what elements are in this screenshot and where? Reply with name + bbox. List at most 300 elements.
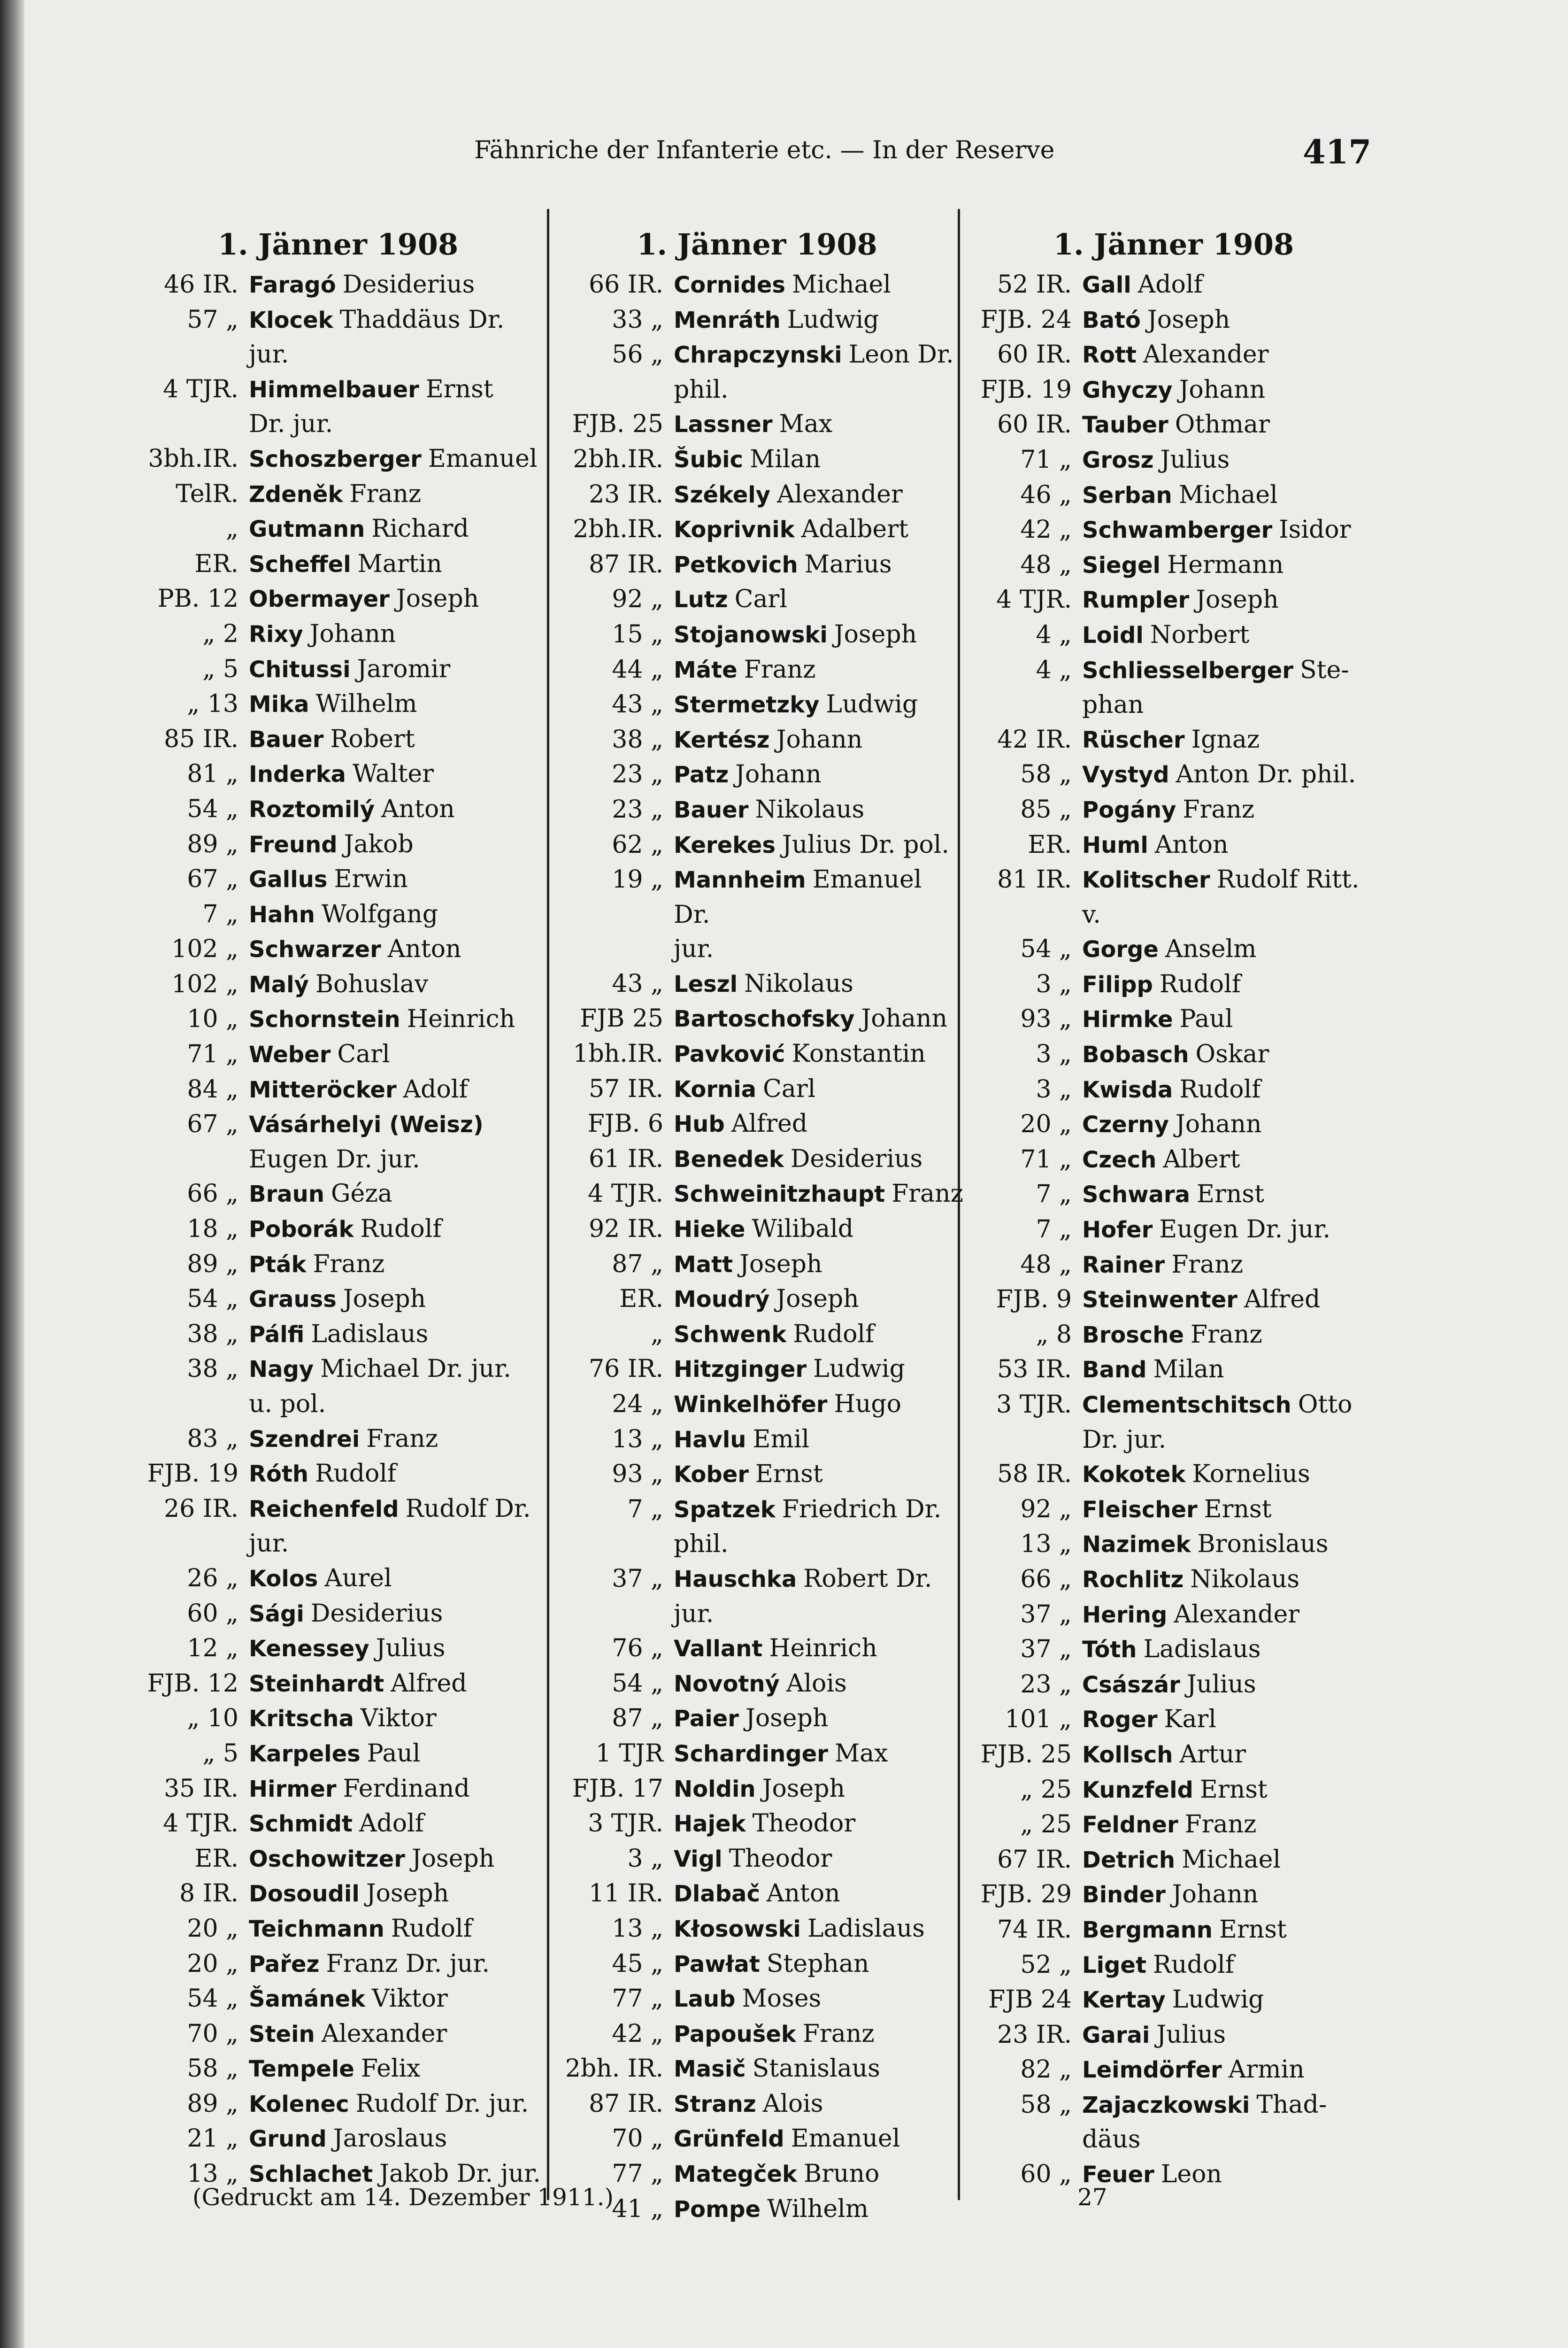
officer-name [1082,1877,1383,1913]
officer-name [1082,408,1383,443]
given-name: Heinrich [407,1005,515,1034]
given-name: Adolf [403,1075,468,1104]
officer-name [674,1247,958,1282]
officer-name [674,1072,958,1107]
surname: Havlu [674,1426,746,1453]
roster-entry [131,932,545,967]
given-name: Marius [804,550,892,579]
surname: Czerny [1082,1112,1169,1138]
given-name: Wilhelm [315,690,417,718]
given-name: Michael Dr. jur. [320,1355,511,1383]
unit-designation: 76 IR. [589,1355,663,1383]
unit-designation: 56 „ [612,340,663,369]
roster-entry [131,1073,545,1108]
given-name: Joseph [396,585,479,613]
officer-name [674,757,958,793]
officer-name [1082,828,1383,863]
unit-designation: 84 „ [187,1075,238,1104]
roster-entry [131,1772,545,1807]
unit-designation: ER. [194,1844,238,1873]
officer-name [1082,2157,1383,2193]
given-name: Rudolf Dr. [405,1494,531,1523]
given-name: Theodor [752,1809,856,1838]
officer-name [249,687,545,722]
surname: Hitzginger [674,1356,807,1383]
surname: Pogány [1082,796,1176,823]
unit-designation: 3bh.IR. [148,444,238,473]
roster-entry [556,1107,958,1142]
unit-designation: 26 „ [187,1564,238,1592]
given-name: Rudolf [1179,1075,1261,1104]
unit-designation: 89 „ [187,1250,238,1278]
officer-name [249,1667,545,1702]
officer-name [674,1037,958,1072]
officer-name [249,757,545,792]
roster-entry [131,2017,545,2052]
page-number: 417 [1303,132,1372,171]
roster-entry [965,443,1383,478]
given-name: Emanuel Dr. [674,865,922,929]
unit-designation: 102 „ [171,970,238,998]
officer-name [674,1282,958,1317]
unit-designation: 83 „ [187,1424,238,1453]
roster-entry [556,338,958,373]
given-name: Nikolaus [744,969,853,998]
given-name: Joseph [745,1704,829,1733]
roster-entry [131,1282,545,1317]
unit-designation: 67 „ [187,1110,238,1139]
surname: Laub [674,1986,736,2013]
officer-name [249,442,545,477]
given-name: Rudolf [1159,970,1241,998]
surname: Binder [1082,1882,1166,1908]
roster-entry [556,1387,958,1422]
surname: Himmelbauer [249,376,419,403]
roster-entry [965,1948,1383,1983]
roster-entry [965,1598,1383,1633]
roster-entry [556,1877,958,1912]
surname: Dosoudil [249,1881,360,1908]
unit-designation: 18 „ [187,1215,238,1244]
given-name: Rudolf [315,1460,397,1488]
officer-name [1082,1282,1383,1318]
unit-designation: 7 „ [1036,1215,1072,1244]
surname: Masič [674,2056,746,2083]
officer-name [674,1807,958,1842]
unit-designation: ER. [1028,830,1072,859]
surname: Schornstein [249,1006,400,1033]
unit-designation: 44 „ [612,655,663,684]
given-name: Ernst [1219,1915,1287,1944]
surname: Pařez [249,1951,320,1977]
given-name: Alexander [321,2019,447,2048]
officer-name [1082,338,1383,373]
surname: Vallant [674,1636,763,1662]
column-rule-1 [547,209,549,2200]
unit-designation: „ 5 [202,655,238,683]
unit-designation: 1bh.IR. [573,1040,663,1068]
unit-designation: FJB 25 [580,1004,663,1033]
roster-entry [131,1352,545,1387]
unit-designation: PB. 12 [157,585,238,613]
given-name: Stanislaus [752,2054,880,2083]
unit-designation: 58 IR. [997,1460,1072,1489]
surname: Dlabač [674,1881,760,1908]
officer-name [249,2017,545,2052]
unit-designation: 53 IR. [997,1355,1072,1384]
officer-name [249,1807,545,1842]
roster-entry [131,1701,545,1737]
unit-designation: 93 „ [612,1460,663,1489]
officer-name [674,2157,958,2192]
surname: Zdeněk [249,481,343,508]
given-name: Adolf [1138,270,1203,299]
entry-list [131,268,545,2192]
roster-entry [556,1492,958,1528]
surname: Faragó [249,272,336,298]
given-name: Desiderius [790,1144,923,1173]
officer-name [249,1561,545,1597]
unit-designation: 2bh. IR. [565,2054,663,2083]
roster-entry [965,618,1383,653]
surname: Tauber [1082,412,1168,439]
roster-entry [131,652,545,687]
given-name: Othmar [1175,410,1270,439]
surname: Kertay [1082,1987,1166,2014]
unit-designation: 20 „ [187,1949,238,1978]
unit-designation: 89 „ [187,830,238,858]
roster-entry [965,478,1383,513]
officer-name [1082,1702,1383,1738]
roster-entry [965,967,1383,1003]
given-name: Robert [330,725,415,753]
unit-designation: 66 IR. [589,270,663,299]
roster-entry [556,268,958,303]
given-name: Rudolf Ritt. [1216,865,1360,894]
unit-designation: 46 IR. [164,270,238,299]
officer-name [674,2087,958,2122]
roster-entry [965,1773,1383,1808]
entry-continuation: phan [1082,691,1144,719]
surname: Gorge [1082,936,1159,963]
surname: Rüscher [1082,726,1185,753]
surname: Tempele [249,2056,354,2083]
given-name: Viktor [360,1704,437,1733]
officer-name [1082,757,1383,793]
unit-designation: 81 „ [187,760,238,788]
given-name: Kornelius [1192,1460,1310,1489]
given-name: Franz [1190,1320,1262,1349]
officer-name [1082,478,1383,513]
officer-name [674,1422,958,1458]
surname: Róth [249,1461,309,1488]
given-name: Eugen Dr. jur. [1159,1215,1330,1244]
given-name: Ludwig [1172,1985,1264,2014]
given-name: Richard [371,515,469,543]
given-name: Michael [792,270,891,299]
unit-designation: FJB. 19 [147,1460,238,1488]
roster-entry [131,757,545,792]
given-name: Joseph [1196,586,1279,614]
given-name: Franz [366,1424,438,1453]
unit-designation: ER. [619,1285,663,1313]
surname: Nagy [249,1356,314,1383]
surname: Kokotek [1082,1461,1186,1488]
surname: Gallus [249,866,328,893]
roster-entry [556,2017,958,2052]
unit-designation: 57 IR. [589,1074,663,1103]
officer-name [674,512,958,548]
surname: Lutz [674,587,728,613]
roster-entry [965,1143,1383,1178]
roster-entry [965,1913,1383,1948]
surname: Kerekes [674,832,776,858]
given-name: Anton Dr. phil. [1176,760,1356,789]
officer-name [249,1912,545,1947]
roster-entry [556,1982,958,2017]
officer-name [674,1387,958,1422]
roster-entry [965,793,1383,828]
column-1 [131,227,545,2192]
unit-designation: 70 „ [187,2019,238,2048]
surname: Schmidt [249,1811,353,1838]
given-name: Leon Dr. [848,340,954,369]
surname: Pawłat [674,1951,760,1977]
entry-continuation: Dr. jur. [249,410,333,439]
unit-designation: 37 „ [1020,1600,1072,1629]
surname: Band [1082,1357,1147,1383]
given-name: Franz [349,479,422,508]
officer-name [674,1947,958,1982]
roster-entry [556,582,958,618]
unit-designation: 74 IR. [997,1915,1072,1944]
given-name: Joseph [366,1879,449,1908]
surname: Oschowitzer [249,1846,405,1872]
given-name: Géza [331,1180,392,1208]
given-name: Leon [1161,2160,1222,2189]
unit-designation: 58 „ [1020,2090,1072,2119]
officer-name [1082,1213,1383,1248]
officer-name [1082,1107,1383,1143]
given-name: Anton [387,935,461,964]
surname: Stermetzky [674,692,820,718]
running-header: Fähnriche der Infanterie etc. — In der Reserve [474,136,1055,164]
roster-entry [556,548,958,583]
surname: Kunzfeld [1082,1776,1193,1803]
given-name: Ignaz [1191,725,1260,754]
unit-designation: 12 „ [187,1634,238,1663]
given-name: Hugo [834,1390,901,1418]
given-name: Ernst [1199,1775,1268,1804]
officer-name [674,1667,958,1702]
surname: Grünfeld [674,2126,784,2153]
roster-entry [965,1668,1383,1703]
given-name: Heinrich [769,1634,877,1663]
surname: Gall [1082,272,1131,298]
officer-name [249,512,545,547]
surname: Feldner [1082,1812,1178,1838]
given-name: Ladislaus [807,1914,925,1943]
officer-name [249,1317,545,1352]
surname: Grosz [1082,447,1154,473]
given-name: Moses [742,1985,822,2013]
roster-entry [965,1492,1383,1528]
officer-name [249,1737,545,1772]
unit-designation: 77 „ [612,2160,663,2188]
officer-name [1082,932,1383,967]
surname: Schoszberger [249,446,422,472]
given-name: Franz [892,1180,963,1208]
given-name: Ludwig [787,305,879,334]
unit-designation: 92 „ [612,585,663,614]
given-name: Albert [1163,1145,1240,1174]
given-name: Hermann [1167,550,1284,579]
roster-entry [131,1667,545,1702]
given-name: Milan [1153,1355,1224,1384]
unit-designation: 87 IR. [589,2089,663,2118]
surname: Hofer [1082,1217,1153,1244]
officer-name [1082,618,1383,653]
officer-name [249,582,545,617]
unit-designation: 45 „ [612,1949,663,1978]
officer-name [1082,1248,1383,1283]
surname: Mitteröcker [249,1076,397,1103]
surname: Mannheim [674,867,806,894]
given-name: Artur [1179,1740,1246,1769]
unit-designation: „ [651,1320,663,1348]
entry-continuation: däus [1082,2125,1141,2154]
officer-name [674,967,958,1002]
roster-entry [556,653,958,688]
officer-name [249,652,545,687]
officer-name [674,723,958,758]
given-name: Franz [1171,1250,1244,1279]
roster-entry [131,547,545,582]
roster-entry [965,513,1383,548]
officer-name [1082,1002,1383,1037]
roster-entry [556,1282,958,1317]
surname: Székely [674,481,770,508]
roster-entry [131,1631,545,1667]
officer-name [1082,1562,1383,1598]
officer-name [249,1947,545,1982]
surname: Papoušek [674,2021,796,2047]
given-name: Nikolaus [1190,1565,1300,1593]
surname: Kłosowski [674,1915,801,1942]
officer-name [249,722,545,757]
given-name: Ludwig [813,1355,905,1383]
given-name: Aurel [324,1564,392,1592]
officer-name [674,478,958,513]
unit-designation: 38 „ [187,1320,238,1348]
given-name: Isidor [1279,516,1351,544]
surname: Gutmann [249,516,365,543]
surname: Schwenk [674,1321,787,1348]
given-name: Alois [786,1669,847,1698]
unit-designation: 7 „ [627,1495,663,1523]
officer-name [674,2052,958,2087]
roster-entry [131,1842,545,1877]
roster-entry [965,1457,1383,1492]
roster-entry [965,2157,1383,2193]
unit-designation: 102 „ [171,935,238,964]
roster-entry [965,2088,1383,2123]
roster-entry [131,1457,545,1492]
surname: Chitussi [249,656,351,683]
surname: Petkovich [674,551,798,578]
given-name: Julius [1156,2020,1226,2049]
roster-entry [556,407,958,442]
roster-entry [556,1002,958,1037]
surname: Teichmann [249,1915,384,1942]
officer-name [1082,1807,1383,1843]
surname: Menráth [674,307,781,333]
roster-entry [556,1352,958,1387]
surname: Schweinitzhaupt [674,1181,885,1208]
given-name: Friedrich Dr. [782,1495,942,1523]
given-name: Paul [367,1739,421,1768]
unit-designation: 60 „ [187,1599,238,1628]
surname: Kertész [674,726,770,753]
surname: Czech [1082,1146,1157,1173]
unit-designation: 85 IR. [164,725,238,753]
surname: Vystyd [1082,762,1169,788]
unit-designation: 54 „ [187,795,238,823]
surname: Bató [1082,307,1141,333]
given-name: Alexander [1174,1600,1300,1629]
officer-name [1082,723,1383,758]
given-name: Oskar [1195,1040,1269,1069]
unit-designation: 60 IR. [997,410,1072,439]
unit-designation: „ 13 [187,690,238,718]
officer-name [1082,1143,1383,1178]
given-name: Julius [376,1634,446,1663]
unit-designation: 93 „ [1020,1005,1072,1034]
given-name: Jakob [344,830,414,858]
roster-entry [556,618,958,653]
roster-entry [556,687,958,723]
given-name: Konstantin [792,1040,926,1068]
unit-designation: 70 „ [612,2124,663,2153]
surname: Leszl [674,971,738,997]
roster-entry [556,1737,958,1772]
roster-entry [556,1842,958,1877]
roster-entry [556,1807,958,1842]
roster-entry [965,1177,1383,1213]
surname: Stojanowski [674,621,828,648]
surname: Kritscha [249,1706,354,1732]
surname: Grund [249,2126,327,2153]
roster-entry [556,793,958,828]
roster-entry [965,828,1383,863]
column-date-heading: 1. Jänner 1908 [217,227,459,262]
officer-name [1082,1492,1383,1528]
given-name: Franz [313,1250,385,1278]
officer-name [674,793,958,828]
roster-entry [131,1177,545,1212]
unit-designation: „ 25 [1020,1775,1072,1804]
surname: Poborák [249,1216,354,1243]
officer-name [249,1352,545,1387]
roster-entry [965,303,1383,338]
officer-name [1082,1352,1383,1388]
officer-name [249,1492,545,1527]
unit-designation: „ 2 [202,619,238,648]
surname: Patz [674,762,729,788]
unit-designation: 57 „ [187,305,238,334]
roster-entry [556,1247,958,1282]
surname: Koprivnik [674,517,795,543]
